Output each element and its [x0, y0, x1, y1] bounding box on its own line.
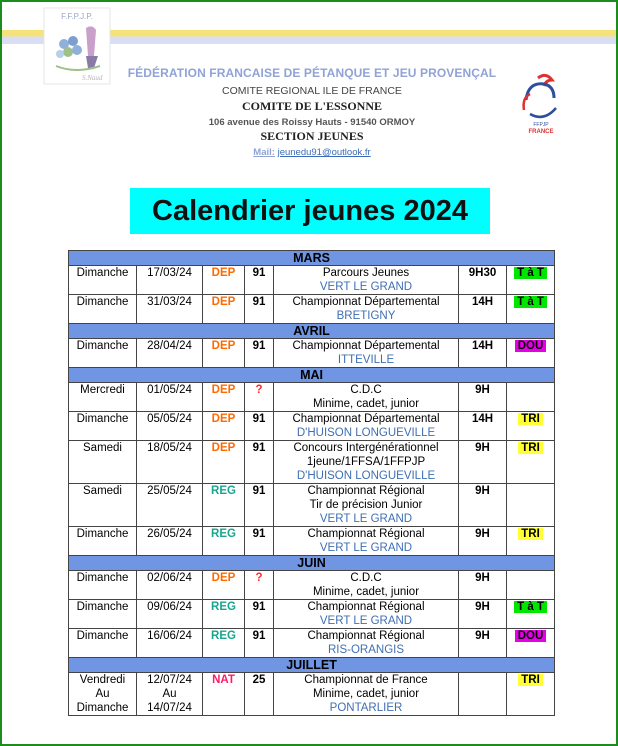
event-place: RIS-ORANGIS — [327, 644, 405, 656]
event-level: DEP — [203, 266, 245, 295]
event-hour: 14H — [459, 412, 507, 441]
month-header-row — [69, 251, 555, 266]
event-day — [69, 339, 137, 368]
event-place: D'HUISON LONGUEVILLE — [296, 470, 436, 482]
mail-link[interactable]: jeunedu91@outlook.fr — [277, 147, 371, 158]
event-description — [274, 527, 459, 556]
month-header-row — [69, 556, 555, 571]
event-day — [69, 527, 137, 556]
event-row — [69, 600, 555, 629]
event-place: VERT LE GRAND — [319, 513, 413, 525]
event-day-text: Mercredi — [80, 384, 125, 396]
event-place: D'HUISON LONGUEVILLE — [296, 427, 436, 439]
event-title: Concours Intergénérationnel — [293, 442, 439, 454]
federation-name: FÉDÉRATION FRANCAISE DE PÉTANQUE ET JEU PROVENÇAL — [127, 66, 497, 80]
event-day-text: Samedi — [83, 485, 122, 497]
svg-text:S.Naud: S.Naud — [82, 74, 103, 82]
event-title: Tir de précision Junior — [309, 499, 423, 511]
event-date — [137, 295, 203, 324]
format-badge: TRI — [518, 674, 543, 686]
event-hour: 9H — [459, 527, 507, 556]
event-dept: 91 — [245, 600, 274, 629]
mail-line — [102, 147, 522, 158]
event-day — [69, 383, 137, 412]
event-level: REG — [203, 484, 245, 527]
event-title: 1jeune/1FFSA/1FFPJP — [306, 456, 426, 468]
event-row — [69, 629, 555, 658]
event-date — [137, 339, 203, 368]
event-format — [507, 673, 555, 716]
event-date — [137, 673, 203, 716]
event-dept: 91 — [245, 629, 274, 658]
event-date-text: 14/07/24 — [147, 702, 192, 714]
event-date-text: 01/05/24 — [147, 384, 192, 396]
event-hour: 9H — [459, 383, 507, 412]
right-logo-text: FRANCE — [528, 129, 554, 135]
event-format — [507, 266, 555, 295]
event-dept: 91 — [245, 412, 274, 441]
event-title: Championnat Régional — [307, 528, 425, 540]
event-level: DEP — [203, 339, 245, 368]
event-format — [507, 412, 555, 441]
month-name: MARS — [69, 251, 555, 266]
event-description — [274, 383, 459, 412]
event-row — [69, 383, 555, 412]
format-badge: DOU — [515, 340, 547, 352]
event-title: C.D.C — [350, 384, 382, 396]
event-date — [137, 571, 203, 600]
event-day — [69, 441, 137, 484]
event-description — [274, 412, 459, 441]
event-row — [69, 441, 555, 484]
event-dept: 91 — [245, 484, 274, 527]
event-date-text: 26/05/24 — [147, 528, 192, 540]
event-day — [69, 600, 137, 629]
event-level: REG — [203, 600, 245, 629]
event-place: VERT LE GRAND — [319, 281, 413, 293]
event-title: Minime, cadet, junior — [312, 398, 420, 410]
event-day-text: Dimanche — [76, 572, 129, 584]
comite-regional: COMITE REGIONAL ILE DE FRANCE — [222, 85, 402, 97]
month-name: JUILLET — [69, 658, 555, 673]
event-row — [69, 412, 555, 441]
event-date-text: 05/05/24 — [147, 413, 192, 425]
calendar-table — [68, 250, 555, 716]
event-description — [274, 571, 459, 600]
logo-text: F.F.P.J.P. — [61, 12, 93, 21]
event-hour: 9H — [459, 600, 507, 629]
event-description — [274, 441, 459, 484]
event-date-text: 02/06/24 — [147, 572, 192, 584]
event-dept: 91 — [245, 295, 274, 324]
event-level: DEP — [203, 412, 245, 441]
event-day-text: Dimanche — [76, 702, 129, 714]
month-name: JUIN — [69, 556, 555, 571]
event-date — [137, 383, 203, 412]
event-day-text: Au — [95, 688, 110, 700]
event-day — [69, 266, 137, 295]
event-title: Championnat Régional — [307, 485, 425, 497]
event-format — [507, 629, 555, 658]
event-place: VERT LE GRAND — [319, 542, 413, 554]
event-dept: ? — [245, 383, 274, 412]
event-description — [274, 266, 459, 295]
format-badge: T à T — [514, 296, 547, 308]
event-format — [507, 484, 555, 527]
event-day — [69, 295, 137, 324]
event-day — [69, 629, 137, 658]
event-day — [69, 571, 137, 600]
month-header-row — [69, 368, 555, 383]
event-date-text: 31/03/24 — [147, 296, 192, 308]
month-name: AVRIL — [69, 324, 555, 339]
event-hour: 9H — [459, 484, 507, 527]
event-date-text: 18/05/24 — [147, 442, 192, 454]
event-description — [274, 629, 459, 658]
event-title: Minime, cadet, junior — [312, 586, 420, 598]
event-title: Championnat Régional — [307, 630, 425, 642]
event-dept: 91 — [245, 339, 274, 368]
event-day-text: Dimanche — [76, 601, 129, 613]
format-badge: T à T — [514, 601, 547, 613]
event-day-text: Vendredi — [79, 674, 126, 686]
event-format — [507, 571, 555, 600]
event-format — [507, 441, 555, 484]
address: 106 avenue des Roissy Hauts - 91540 ORMOY — [208, 117, 416, 128]
event-day — [69, 484, 137, 527]
event-row — [69, 295, 555, 324]
event-day-text: Dimanche — [76, 528, 129, 540]
event-dept: ? — [245, 571, 274, 600]
event-dept: 25 — [245, 673, 274, 716]
event-date-text: 16/06/24 — [147, 630, 192, 642]
svg-text:FFPJP: FFPJP — [533, 122, 549, 128]
event-date-text: 25/05/24 — [147, 485, 192, 497]
event-hour — [459, 673, 507, 716]
section-title: SECTION JEUNES — [260, 129, 364, 143]
mail-label: Mail: — [253, 147, 275, 158]
event-format — [507, 383, 555, 412]
event-level: REG — [203, 629, 245, 658]
event-date-text: 17/03/24 — [147, 267, 192, 279]
event-description — [274, 600, 459, 629]
event-format — [507, 527, 555, 556]
event-title: Championnat Départemental — [292, 340, 440, 352]
event-date-text: Au — [162, 688, 177, 700]
event-row — [69, 266, 555, 295]
event-place: BRETIGNY — [336, 310, 396, 322]
event-date — [137, 441, 203, 484]
month-header-row — [69, 658, 555, 673]
month-header-row — [69, 324, 555, 339]
comite-essonne: COMITE DE L'ESSONNE — [241, 99, 383, 113]
event-day-text: Samedi — [83, 442, 122, 454]
event-row — [69, 484, 555, 527]
event-hour: 9H — [459, 441, 507, 484]
event-row — [69, 571, 555, 600]
event-place: ITTEVILLE — [337, 354, 395, 366]
event-title: Championnat de France — [304, 674, 428, 686]
event-dept: 91 — [245, 527, 274, 556]
event-row — [69, 527, 555, 556]
event-day-text: Dimanche — [76, 267, 129, 279]
event-day — [69, 412, 137, 441]
event-level: DEP — [203, 383, 245, 412]
event-dept: 91 — [245, 441, 274, 484]
month-name: MAI — [69, 368, 555, 383]
event-date-text: 09/06/24 — [147, 601, 192, 613]
event-level: DEP — [203, 441, 245, 484]
event-date-text: 12/07/24 — [147, 674, 192, 686]
event-level: NAT — [203, 673, 245, 716]
format-badge: TRI — [518, 528, 543, 540]
event-level: REG — [203, 527, 245, 556]
event-format — [507, 600, 555, 629]
event-format — [507, 295, 555, 324]
event-title: Championnat Départemental — [292, 296, 440, 308]
event-date — [137, 527, 203, 556]
event-day — [69, 673, 137, 716]
event-description — [274, 295, 459, 324]
event-description — [274, 484, 459, 527]
event-hour: 9H30 — [459, 266, 507, 295]
event-level: DEP — [203, 295, 245, 324]
event-day-text: Dimanche — [76, 340, 129, 352]
format-badge: TRI — [518, 413, 543, 425]
event-row — [69, 339, 555, 368]
page-title — [130, 188, 490, 234]
event-hour: 14H — [459, 295, 507, 324]
event-dept: 91 — [245, 266, 274, 295]
event-hour: 9H — [459, 571, 507, 600]
event-format — [507, 339, 555, 368]
event-place: PONTARLIER — [329, 702, 403, 714]
event-title: C.D.C — [350, 572, 382, 584]
ffpjp-rooster-logo — [516, 70, 566, 138]
event-day-text: Dimanche — [76, 296, 129, 308]
format-badge: TRI — [518, 442, 543, 454]
format-badge: DOU — [515, 630, 547, 642]
event-date-text: 28/04/24 — [147, 340, 192, 352]
page-title-text: Calendrier jeunes 2024 — [152, 194, 468, 227]
event-hour: 14H — [459, 339, 507, 368]
event-day-text: Dimanche — [76, 413, 129, 425]
event-level: DEP — [203, 571, 245, 600]
event-title: Championnat Départemental — [292, 413, 440, 425]
event-title: Minime, cadet, junior — [312, 688, 420, 700]
event-day-text: Dimanche — [76, 630, 129, 642]
event-place: VERT LE GRAND — [319, 615, 413, 627]
event-title: Parcours Jeunes — [322, 267, 410, 279]
event-date — [137, 266, 203, 295]
event-date — [137, 600, 203, 629]
event-date — [137, 484, 203, 527]
event-description — [274, 673, 459, 716]
event-description — [274, 339, 459, 368]
event-title: Championnat Régional — [307, 601, 425, 613]
event-hour: 9H — [459, 629, 507, 658]
event-date — [137, 629, 203, 658]
format-badge: T à T — [514, 267, 547, 279]
event-row — [69, 673, 555, 716]
event-date — [137, 412, 203, 441]
